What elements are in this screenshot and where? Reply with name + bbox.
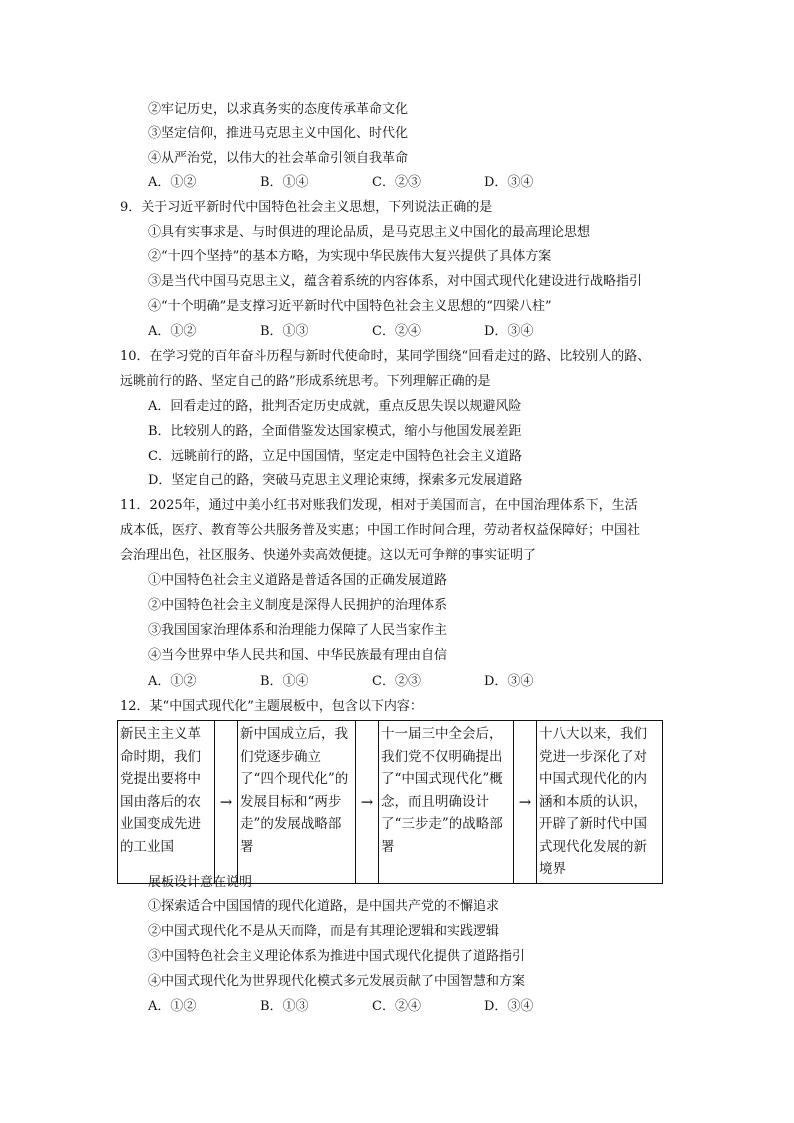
board-panel-3: 十一届三中全会后，我们党不仅明确提出了“中国式现代化”概念，而且明确设计了“三步走”的战略部署 [379,721,514,884]
board-panel-4: 十八大以来，我们党进一步深化了对中国式现代化的内涵和本质的认识，开辟了新时代中国式现代化发展的新境界 [537,721,663,884]
q10-option-c: C．远眺前行的路，立足中国国情，坚定走中国特色社会主义道路 [148,449,522,464]
q11-stem-line-1: 11．2025年，通过中美小红书对账我们发现，相对于美国而言，在中国治理体系下，生活 [120,498,638,513]
option-c: C．②④ [372,999,421,1014]
q8-item-3: ③坚定信仰，推进马克思主义中国化、时代化 [148,126,409,141]
q11-options [148,673,548,691]
q11-stem-line-2: 成本低，医疗、教育等公共服务普及实惠；中国工作时间合理，劳动者权益保障好；中国社 [120,523,641,538]
q8-item-2: ②牢记历史，以求真务实的态度传承革命文化 [148,102,409,117]
q8-options [148,174,548,192]
option-c: C．②④ [372,324,421,339]
board-panel-2: 新中国成立后，我们党逐步确立了“四个现代化”的发展目标和“两步走”的发展战略部署 [238,721,356,884]
option-a: A．①② [148,324,197,339]
q12-stem: 12．某“中国式现代化”主题展板中，包含以下内容： [120,699,423,714]
option-c: C．②③ [372,674,421,689]
q9-item-4: ④“十个明确”是支撑习近平新时代中国特色社会主义思想的“四梁八柱” [148,299,552,314]
q12-item-1: ①探索适合中国国情的现代化道路，是中国共产党的不懈追求 [148,899,500,914]
q11-item-4: ④当今世界中华人民共和国、中华民族最有理由自信 [148,648,448,663]
q10-stem-line-1: 10．在学习党的百年奋斗历程与新时代使命时，某同学围绕“回看走过的路、比较别人的路、 [120,349,651,364]
q11-stem-line-3: 会治理出色，社区服务、快递外卖高效便捷。这以无可争辩的事实证明了 [120,548,537,563]
q9-item-2: ②“十四个坚持”的基本方略，为实现中华民族伟大复兴提供了具体方案 [148,249,552,264]
q12-subtitle: 展板设计意在说明 [148,875,253,890]
option-c: C．②③ [372,175,421,190]
option-a: A．①② [148,999,197,1014]
option-b: B．①③ [260,324,309,339]
option-a: A．①② [148,674,197,689]
q12-item-2: ②中国式现代化不是从天而降，而是有其理论逻辑和实践逻辑 [148,924,500,939]
option-b: B．①④ [260,674,309,689]
q11-item-2: ②中国特色社会主义制度是深得人民拥护的治理体系 [148,598,448,613]
q12-display-board [117,720,663,884]
board-panel-1: 新民主主义革命时期，我们党提出要将中国由落后的农业国变成先进的工业国 [118,721,215,884]
q9-options [148,323,548,341]
flow-arrow-3: → [514,721,537,884]
q10-stem-line-2: 远眺前行的路、坚定自己的路”形成系统思考。下列理解正确的是 [120,374,491,389]
q10-option-b: B．比较别人的路，全面借鉴发达国家模式，缩小与他国发展差距 [148,424,522,439]
q10-option-a: A．回看走过的路，批判否定历史成就，重点反思失误以规避风险 [148,399,522,414]
flow-arrow-1: → [215,721,238,884]
q11-item-1: ①中国特色社会主义道路是普适各国的正确发展道路 [148,573,448,588]
q9-item-1: ①具有实事求是、与时俱进的理论品质，是马克思主义中国化的最高理论思想 [148,225,591,240]
q8-item-4: ④从严治党，以伟大的社会革命引领自我革命 [148,151,409,166]
q12-item-3: ③中国特色社会主义理论体系为推进中国式现代化提供了道路指引 [148,949,526,964]
q12-options [148,998,548,1016]
option-d: D．③④ [484,175,534,190]
option-a: A．①② [148,175,197,190]
option-d: D．③④ [484,324,534,339]
q9-stem: 9．关于习近平新时代中国特色社会主义思想，下列说法正确的是 [120,200,493,215]
option-d: D．③④ [484,674,534,689]
option-b: B．①③ [260,999,309,1014]
q10-option-d: D．坚定自己的路，突破马克思主义理论束缚，探索多元发展道路 [148,473,523,488]
q11-item-3: ③我国国家治理体系和治理能力保障了人民当家作主 [148,623,448,638]
flow-arrow-2: → [356,721,379,884]
q9-item-3: ③是当代中国马克思主义，蕴含着系统的内容体系，对中国式现代化建设进行战略指引 [148,274,643,289]
option-d: D．③④ [484,999,534,1014]
q12-item-4: ④中国式现代化为世界现代化模式多元发展贡献了中国智慧和方案 [148,974,526,989]
option-b: B．①④ [260,175,309,190]
